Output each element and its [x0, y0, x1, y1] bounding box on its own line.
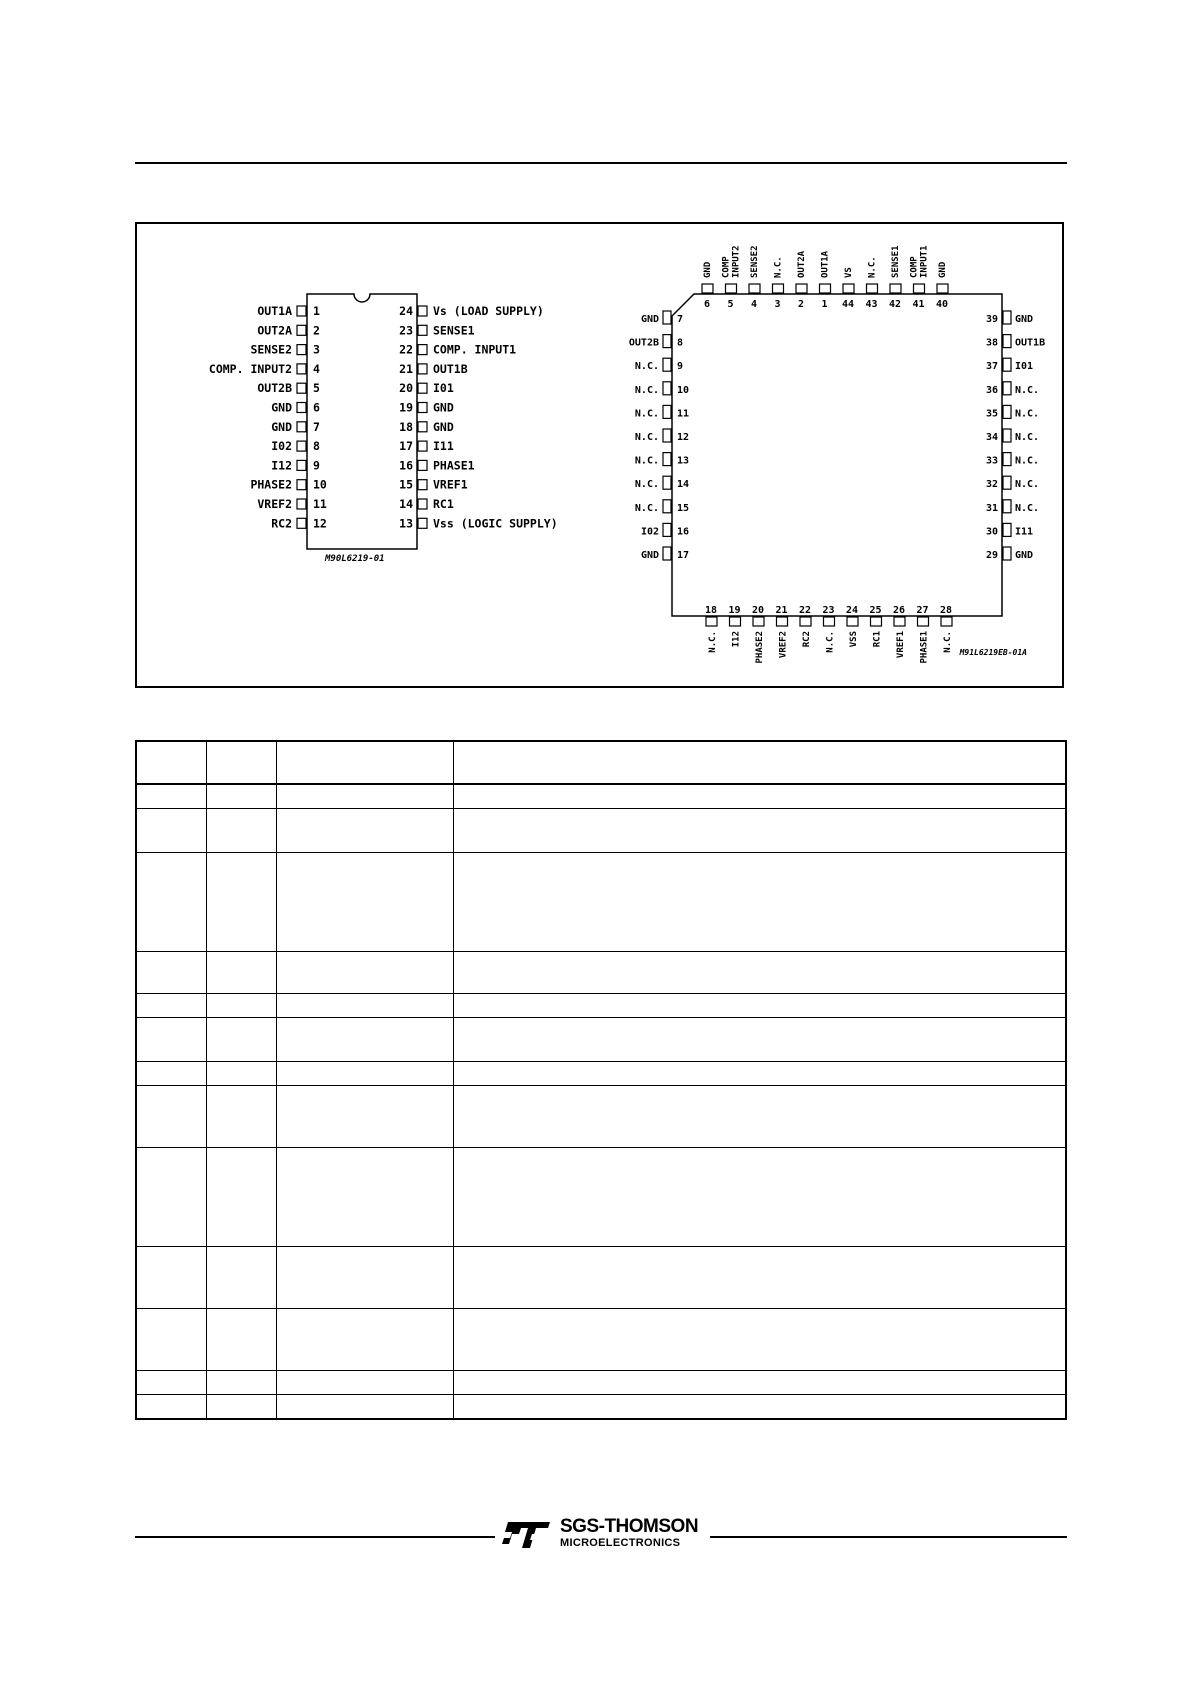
- plcc-left-number: 16: [677, 526, 690, 538]
- dip-right-label: PHASE1: [433, 458, 475, 473]
- table-cell: [206, 784, 276, 809]
- plcc-top-number: 6: [703, 299, 711, 310]
- table-cell: [136, 1247, 206, 1309]
- plcc-right-label: GND: [1015, 550, 1034, 561]
- dip-right-label: SENSE1: [433, 323, 475, 338]
- plcc-top-label: INPUT2: [731, 245, 742, 278]
- table-cell: [206, 809, 276, 853]
- table-cell: [453, 741, 1066, 784]
- table-cell: [453, 1018, 1066, 1062]
- plcc-top-label: INPUT1: [919, 245, 930, 278]
- table-cell: [453, 853, 1066, 952]
- dip-right-number: 19: [399, 400, 413, 415]
- plcc-pin-left: [663, 453, 671, 466]
- dip-left-number: 12: [313, 516, 327, 531]
- dip-pin-right: [418, 403, 427, 413]
- dip-left-label: I12: [271, 458, 292, 473]
- plcc-top-label: SENSE2: [750, 245, 760, 278]
- plcc-left-label: OUT2B: [628, 337, 659, 349]
- plcc-bottom-label: N.C.: [708, 631, 718, 653]
- plcc-left-label: N.C.: [634, 384, 659, 396]
- plcc-pin-right: [1003, 429, 1011, 442]
- plcc-bottom-number: 24: [845, 605, 859, 616]
- table-cell: [276, 1062, 453, 1086]
- dip-left-label: GND: [271, 419, 292, 434]
- plcc-pin-bottom: [871, 617, 882, 626]
- plcc-right-label: GND: [1015, 314, 1034, 325]
- plcc-bottom-number: 19: [728, 605, 741, 616]
- dip-right-label: I01: [433, 381, 454, 396]
- table-cell: [206, 853, 276, 952]
- plcc-pin-right: [1003, 405, 1011, 418]
- table-cell: [453, 1062, 1066, 1086]
- plcc-left-number: 10: [677, 384, 690, 396]
- plcc-right-number: 38: [985, 337, 998, 349]
- dip-right-label: GND: [433, 419, 454, 434]
- table-cell: [206, 1086, 276, 1148]
- dip-left-label: I02: [271, 439, 292, 454]
- plcc-pin-top: [773, 284, 784, 293]
- table-cell: [453, 994, 1066, 1018]
- plcc-bottom-number: 25: [869, 605, 882, 616]
- table-cell: [276, 994, 453, 1018]
- dip-left-label: OUT1A: [257, 304, 292, 318]
- table-cell: [136, 952, 206, 994]
- dip-pin-right: [418, 460, 427, 470]
- footer-rule-left: [135, 1536, 495, 1538]
- plcc-top-number: 1: [821, 299, 828, 310]
- brand-name: SGS-THOMSON: [560, 1516, 699, 1537]
- dip-pin-left: [297, 383, 306, 393]
- plcc-bottom-label: PHASE2: [755, 631, 765, 664]
- dip-right-number: 16: [399, 458, 413, 473]
- dip-left-label: SENSE2: [250, 342, 292, 357]
- table-cell: [276, 741, 453, 784]
- dip-pin-right: [418, 441, 427, 451]
- plcc-right-number: 34: [985, 432, 998, 443]
- plcc-bottom-label: VREF2: [778, 631, 789, 659]
- plcc-bottom-number: 22: [798, 605, 812, 616]
- plcc-right-number: 29: [985, 550, 998, 561]
- dip-pin-right: [418, 383, 427, 393]
- table-cell: [453, 1086, 1066, 1148]
- dip-drawing-code: M90L6219-01: [325, 554, 385, 564]
- plcc-left-number: 9: [677, 361, 684, 373]
- plcc-top-label: SENSE1: [891, 245, 901, 278]
- dip-right-label: Vs (LOAD SUPPLY): [433, 304, 544, 318]
- plcc-left-label: N.C.: [634, 432, 659, 443]
- plcc-bottom-label: VREF1: [896, 631, 906, 659]
- plcc-bottom-label: I12: [731, 631, 742, 648]
- plcc-left-number: 13: [677, 455, 690, 467]
- dip-left-label: RC2: [271, 516, 292, 531]
- dip-right-number: 18: [399, 419, 413, 434]
- plcc-pin-right: [1003, 476, 1011, 489]
- plcc-right-number: 31: [985, 502, 998, 514]
- plcc-top-number: 41: [912, 299, 925, 310]
- plcc-pin-left: [663, 500, 671, 513]
- table-cell: [206, 994, 276, 1018]
- pin-function-table: [135, 740, 1065, 1420]
- plcc-bottom-number: 26: [892, 605, 906, 616]
- plcc-bottom-label: RC2: [802, 631, 812, 648]
- dip-right-label: RC1: [433, 497, 454, 511]
- plcc-pin-right: [1003, 311, 1011, 324]
- dip-pin-right: [418, 518, 427, 528]
- dip-right-number: 24: [399, 304, 413, 318]
- dip-right-label: COMP. INPUT1: [433, 342, 517, 357]
- plcc-left-number: 17: [677, 550, 690, 561]
- table-row: [136, 1086, 1066, 1148]
- plcc-top-number: 4: [750, 299, 758, 310]
- dip-pin-left: [297, 480, 306, 490]
- table-cell: [136, 784, 206, 809]
- table-cell: [453, 1309, 1066, 1371]
- plcc-pin-top: [867, 284, 878, 293]
- plcc-top-label: COMP: [909, 256, 920, 278]
- dip-pin-right: [418, 480, 427, 490]
- table-cell: [453, 784, 1066, 809]
- dip-left-label: GND: [271, 400, 292, 415]
- plcc-top-label: OUT2A: [797, 250, 807, 278]
- table-row: [136, 1371, 1066, 1395]
- dip-left-number: 2: [313, 323, 320, 338]
- dip-pin-left: [297, 518, 306, 528]
- dip-right-number: 21: [399, 361, 413, 376]
- plcc-pin-left: [663, 547, 671, 560]
- plcc-left-number: 12: [677, 432, 690, 443]
- st-logo-icon: [502, 1520, 552, 1550]
- plcc-top-label: N.C.: [773, 256, 784, 278]
- plcc-left-label: N.C.: [634, 361, 659, 373]
- dip-pin-right: [418, 364, 427, 374]
- table-cell: [453, 1148, 1066, 1247]
- plcc-pin-left: [663, 405, 671, 418]
- table-cell: [136, 1309, 206, 1371]
- plcc-pin-right: [1003, 547, 1011, 560]
- table-row: [136, 952, 1066, 994]
- dip-left-number: 1: [313, 304, 320, 318]
- plcc-left-number: 15: [677, 502, 690, 514]
- table-row: [136, 853, 1066, 952]
- dip-left-number: 5: [313, 381, 320, 396]
- plcc-pin-right: [1003, 523, 1011, 536]
- plcc-pin-bottom: [918, 617, 929, 626]
- header-rule: [135, 162, 1067, 164]
- plcc-right-label: N.C.: [1015, 479, 1040, 491]
- table-cell: [206, 952, 276, 994]
- plcc-pin-right: [1003, 453, 1011, 466]
- table-cell: [136, 1062, 206, 1086]
- dip-right-number: 13: [399, 516, 413, 531]
- table-row: [136, 1247, 1066, 1309]
- table-row: [136, 809, 1066, 853]
- plcc-top-number: 40: [935, 299, 949, 310]
- plcc-top-number: 5: [727, 299, 734, 310]
- plcc-pin-left: [663, 382, 671, 395]
- table-cell: [206, 1395, 276, 1420]
- plcc-pin-right: [1003, 382, 1011, 395]
- dip-left-label: PHASE2: [250, 477, 292, 492]
- plcc-left-label: N.C.: [634, 479, 659, 491]
- table-cell: [276, 784, 453, 809]
- table-cell: [136, 1371, 206, 1395]
- table-row: [136, 1148, 1066, 1247]
- table-cell: [206, 1018, 276, 1062]
- plcc-pin-bottom: [824, 617, 835, 626]
- table-cell: [276, 1086, 453, 1148]
- table-cell: [136, 809, 206, 853]
- plcc-pin-left: [663, 311, 671, 324]
- plcc-pin-left: [663, 358, 671, 371]
- dip-pin-right: [418, 306, 427, 316]
- plcc-right-number: 39: [985, 314, 998, 325]
- plcc-left-number: 7: [677, 314, 684, 325]
- dip-right-label: I11: [433, 439, 454, 454]
- plcc-left-label: GND: [640, 314, 659, 325]
- plcc-bottom-number: 18: [704, 605, 718, 616]
- dip-left-label: COMP. INPUT2: [208, 361, 292, 376]
- table-cell: [276, 1371, 453, 1395]
- table-cell: [276, 952, 453, 994]
- plcc-pin-top: [726, 284, 737, 293]
- dip-left-number: 9: [313, 458, 320, 473]
- dip-right-number: 14: [399, 497, 413, 511]
- plcc-right-label: OUT1B: [1015, 337, 1046, 349]
- dip-pin-left: [297, 460, 306, 470]
- plcc-top-label: GND: [938, 261, 948, 278]
- dip-right-label: OUT1B: [433, 361, 468, 376]
- dip-pin-right: [418, 345, 427, 355]
- table-cell: [276, 809, 453, 853]
- plcc-right-number: 33: [985, 455, 998, 467]
- plcc-pin-bottom: [941, 617, 952, 626]
- plcc-top-number: 3: [774, 299, 781, 310]
- dip-right-label: Vss (LOGIC SUPPLY): [433, 516, 558, 531]
- plcc-bottom-number: 27: [916, 605, 929, 616]
- table-cell: [136, 1086, 206, 1148]
- plcc-top-number: 2: [797, 299, 805, 310]
- dip-right-number: 23: [399, 323, 413, 338]
- plcc-right-label: N.C.: [1015, 432, 1040, 443]
- dip-right-number: 20: [399, 381, 413, 396]
- plcc-bottom-number: 21: [775, 605, 788, 616]
- plcc-pin-bottom: [777, 617, 788, 626]
- plcc-pin-top: [749, 284, 760, 293]
- dip-left-number: 11: [313, 497, 327, 511]
- dip-left-label: OUT2B: [257, 381, 292, 396]
- dip-pin-left: [297, 403, 306, 413]
- plcc-pin-bottom: [730, 617, 741, 626]
- dip-left-number: 7: [313, 419, 320, 434]
- plcc-right-label: N.C.: [1015, 408, 1040, 420]
- plcc-pin-left: [663, 429, 671, 442]
- table-header-row: [136, 741, 1066, 784]
- plcc-top-label: COMP: [721, 256, 732, 278]
- plcc-pin-top: [914, 284, 925, 293]
- table-cell: [136, 853, 206, 952]
- plcc-left-label: N.C.: [634, 455, 659, 467]
- plcc-right-label: N.C.: [1015, 455, 1040, 467]
- plcc-pin-bottom: [847, 617, 858, 626]
- plcc-bottom-number: 28: [939, 605, 953, 616]
- table-cell: [136, 741, 206, 784]
- plcc-pin-top: [796, 284, 807, 293]
- table-cell: [136, 1018, 206, 1062]
- plcc-pin-top: [937, 284, 948, 293]
- plcc-pin-bottom: [753, 617, 764, 626]
- table-cell: [136, 994, 206, 1018]
- plcc-right-label: I01: [1015, 361, 1034, 373]
- dip-left-number: 3: [313, 342, 320, 357]
- dip-right-label: GND: [433, 400, 454, 415]
- dip-left-number: 10: [313, 477, 327, 492]
- dip-right-label: VREF1: [433, 477, 468, 492]
- plcc-right-number: 30: [985, 526, 998, 538]
- plcc-left-number: 8: [677, 337, 684, 349]
- plcc-bottom-label: VSS: [849, 631, 859, 648]
- table-cell: [206, 1371, 276, 1395]
- dip-pin-right: [418, 325, 427, 335]
- table-cell: [276, 853, 453, 952]
- table-cell: [206, 1247, 276, 1309]
- plcc-body: [672, 294, 1002, 616]
- table-cell: [276, 1018, 453, 1062]
- table-cell: [276, 1309, 453, 1371]
- plcc-pin-top: [890, 284, 901, 293]
- plcc-bottom-label: N.C.: [943, 631, 953, 653]
- table-cell: [276, 1148, 453, 1247]
- plcc-pin-left: [663, 335, 671, 348]
- plcc-left-label: N.C.: [634, 408, 659, 420]
- plcc-pin-top: [702, 284, 713, 293]
- table-cell: [453, 952, 1066, 994]
- table-cell: [276, 1395, 453, 1420]
- plcc-pin-right: [1003, 500, 1011, 513]
- plcc-pin-right: [1003, 358, 1011, 371]
- dip-pin-left: [297, 325, 306, 335]
- plcc-bottom-number: 23: [822, 605, 835, 616]
- table-row: [136, 1395, 1066, 1420]
- plcc-left-label: I02: [640, 526, 659, 538]
- table-cell: [206, 1148, 276, 1247]
- plcc-pin-bottom: [894, 617, 905, 626]
- plcc-bottom-label: PHASE1: [919, 631, 930, 664]
- plcc-top-number: 44: [841, 299, 855, 310]
- dip-left-number: 4: [313, 361, 320, 376]
- table-row: [136, 1309, 1066, 1371]
- plcc-left-label: GND: [640, 550, 659, 561]
- dip-left-number: 6: [313, 400, 320, 415]
- plcc-pin-left: [663, 476, 671, 489]
- plcc-pin-top: [820, 284, 831, 293]
- plcc-top-label: N.C.: [867, 256, 878, 278]
- dip-right-number: 22: [399, 342, 413, 357]
- table-cell: [136, 1148, 206, 1247]
- plcc-pin-top: [843, 284, 854, 293]
- plcc-right-number: 35: [985, 408, 998, 420]
- plcc-pin-left: [663, 523, 671, 536]
- table-cell: [453, 1371, 1066, 1395]
- plcc-top-label: VS: [844, 267, 854, 278]
- pin-connection-figure: [135, 222, 1064, 688]
- dip-pin-left: [297, 422, 306, 432]
- plcc-top-number: 42: [888, 299, 902, 310]
- table-cell: [136, 1395, 206, 1420]
- dip-pin-left: [297, 441, 306, 451]
- dip-left-label: OUT2A: [257, 323, 292, 338]
- dip-left-label: VREF2: [257, 497, 292, 511]
- plcc-pin-bottom: [706, 617, 717, 626]
- plcc-right-label: N.C.: [1015, 384, 1040, 396]
- plcc-drawing-code: M91L6219EB-01A: [959, 648, 1027, 657]
- table-cell: [276, 1247, 453, 1309]
- table-cell: [453, 1395, 1066, 1420]
- plcc-left-number: 14: [677, 479, 690, 491]
- plcc-top-number: 43: [865, 299, 878, 310]
- brand-subtitle: MICROELECTRONICS: [560, 1537, 681, 1549]
- dip-pin-left: [297, 499, 306, 509]
- plcc-left-number: 11: [677, 408, 690, 420]
- dip-pin-right: [418, 422, 427, 432]
- plcc-bottom-number: 20: [751, 605, 765, 616]
- table-row: [136, 1018, 1066, 1062]
- table-row: [136, 994, 1066, 1018]
- footer-rule-right: [710, 1536, 1067, 1538]
- plcc-bottom-label: RC1: [872, 631, 883, 648]
- plcc-top-label: GND: [703, 261, 713, 278]
- plcc-right-number: 32: [985, 479, 998, 491]
- plcc-top-label: OUT1A: [820, 250, 831, 278]
- table-cell: [206, 1309, 276, 1371]
- dip-pin-left: [297, 364, 306, 374]
- plcc-bottom-label: N.C.: [825, 631, 836, 653]
- dip-pin-right: [418, 499, 427, 509]
- plcc-right-number: 36: [985, 384, 998, 396]
- dip-pin-left: [297, 345, 306, 355]
- plcc-left-label: N.C.: [634, 502, 659, 514]
- plcc-right-number: 37: [985, 361, 998, 373]
- plcc-right-label: I11: [1015, 526, 1034, 538]
- table-cell: [453, 1247, 1066, 1309]
- plcc-pin-bottom: [800, 617, 811, 626]
- plcc-pin-right: [1003, 335, 1011, 348]
- dip-pin-left: [297, 306, 306, 316]
- table-cell: [206, 741, 276, 784]
- dip-right-number: 17: [399, 439, 413, 454]
- plcc-right-label: N.C.: [1015, 502, 1040, 514]
- pin-diagram: [137, 224, 1062, 686]
- sgs-thomson-logo: [502, 1516, 707, 1552]
- dip-right-number: 15: [399, 477, 413, 492]
- table-cell: [206, 1062, 276, 1086]
- table-row: [136, 784, 1066, 809]
- table-row: [136, 1062, 1066, 1086]
- dip-left-number: 8: [313, 439, 320, 454]
- table-cell: [453, 809, 1066, 853]
